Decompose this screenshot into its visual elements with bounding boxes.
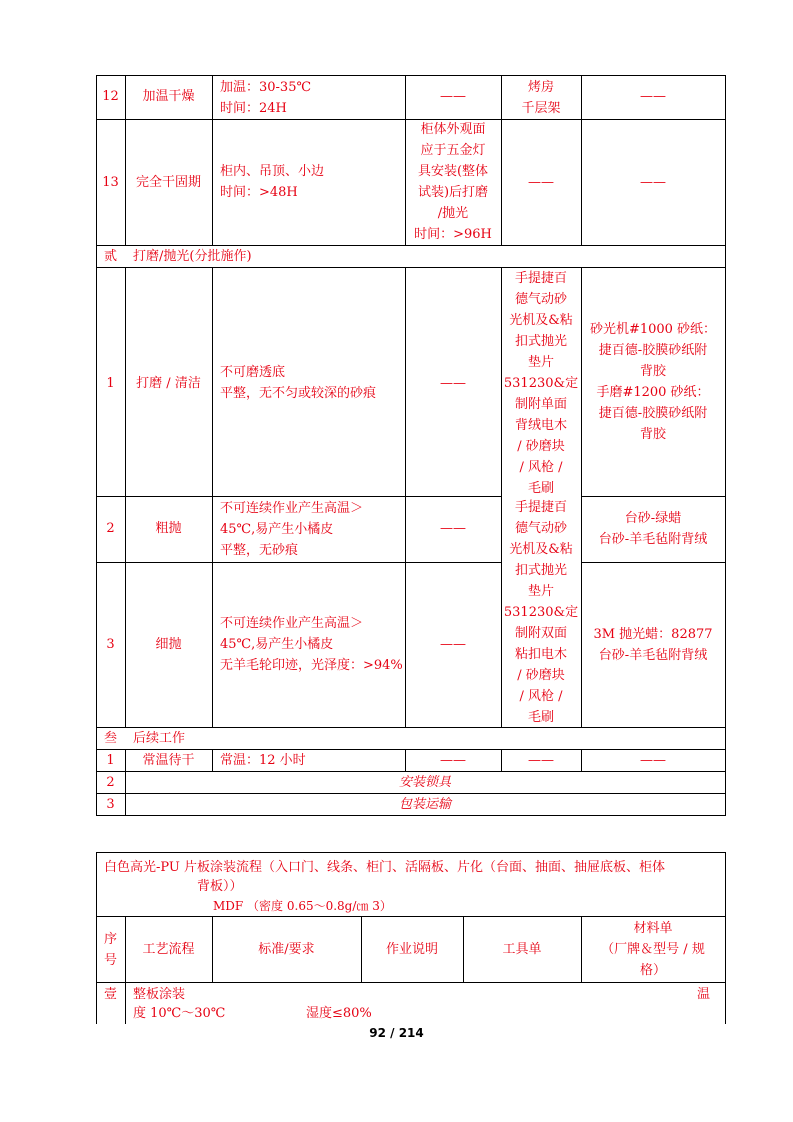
row-s1-no: 1 <box>106 753 115 768</box>
rows23-tool-line: 毛刷 <box>527 710 554 725</box>
row12-std-line: 加温：30-35℃ <box>220 80 312 95</box>
t2-section1-temp-right: 温 <box>697 987 711 1002</box>
row1-tool-line: / 风枪 / <box>519 460 563 475</box>
section2-no: 贰 <box>103 249 117 264</box>
t2-section1-title: 整板涂装 <box>133 987 186 1002</box>
row2-std-line: 平整，无砂痕 <box>220 543 299 558</box>
t2-section1-humidity: 湿度≤80% <box>306 1006 372 1021</box>
row1-mat-line: 背胶 <box>639 364 666 379</box>
row1-tool-line: 背绒电木 <box>514 418 567 433</box>
row1-std-line: 平整，无不匀或较深的砂痕 <box>220 386 377 401</box>
row2-mat-line: 台砂-羊毛毡附背绒 <box>598 532 708 547</box>
rows23-tool-line: 垫片 <box>527 584 554 599</box>
row3-mat-line: 台砂-羊毛毡附背绒 <box>598 648 708 663</box>
row13-mat: —— <box>640 175 666 190</box>
header-mat-line: （厂牌＆型号 / 规 <box>601 942 705 957</box>
row2-std-line: 45℃,易产生小橘皮 <box>220 522 334 537</box>
rows23-tool-line: 光机及&粘 <box>509 542 573 557</box>
row1-tool-line: 制附单面 <box>514 397 567 412</box>
row1-tool-line: 德气动砂 <box>514 292 567 307</box>
row2-std <box>220 498 363 561</box>
header-op: 作业说明 <box>385 942 438 957</box>
row-s1-std: 常温：12 小时 <box>220 753 306 768</box>
row-s2-no: 2 <box>106 775 115 790</box>
header-no-line: 序 <box>103 932 117 947</box>
row13-op-line: /抛光 <box>437 206 469 221</box>
row1-tool-line: 531230&定 <box>503 376 579 391</box>
row2-mat-line: 台砂-绿蜡 <box>624 511 682 526</box>
rows23-tool-line: 531230&定 <box>503 605 579 620</box>
rows23-tool <box>501 497 581 728</box>
row-s1-tool: —— <box>528 753 554 768</box>
row1-mat <box>581 319 725 445</box>
row13-op-line: 柜体外观面 <box>420 122 486 137</box>
row13-std <box>220 161 324 203</box>
row-s1-step: 常温待干 <box>142 753 195 768</box>
header-std: 标准/要求 <box>258 942 315 957</box>
row13-tool: —— <box>528 175 554 190</box>
row1-tool-line: 毛刷 <box>527 481 554 496</box>
row1-tool-line: 光机及&粘 <box>509 313 573 328</box>
row3-no: 3 <box>106 637 115 652</box>
row1-mat-line: 捷百德-胶膜砂纸附 <box>598 406 708 421</box>
row1-tool <box>501 268 581 499</box>
header-no <box>96 929 125 971</box>
rows23-tool-line: 粘扣电木 <box>514 647 567 662</box>
row13-op-line: 具安装(整体 <box>417 164 489 179</box>
row13-std-line: 时间：>48H <box>220 185 298 200</box>
row-s1-mat: —— <box>640 753 666 768</box>
row3-mat-line: 3M 抛光蜡：82877 <box>593 627 713 642</box>
row1-op: —— <box>440 376 466 391</box>
header-tool: 工具单 <box>502 942 542 957</box>
row13-std-line: 柜内、吊顶、小边 <box>220 164 325 179</box>
rows23-tool-line: 制附双面 <box>514 626 567 641</box>
row13-no: 13 <box>102 175 119 190</box>
row1-mat-line: 砂光机#1000 砂纸： <box>589 322 717 337</box>
row-s1-op: —— <box>440 753 466 768</box>
page-number: 92 / 214 <box>369 1026 424 1040</box>
row13-op-line: 时间：>96H <box>414 227 492 242</box>
header-no-line: 号 <box>103 953 117 968</box>
row1-no: 1 <box>106 376 115 391</box>
header-step: 工艺流程 <box>142 942 195 957</box>
section3-no: 叁 <box>103 731 117 746</box>
row12-std-line: 时间：24H <box>220 101 287 116</box>
row1-mat-line: 手磨#1200 砂纸： <box>596 385 710 400</box>
row12-tool <box>501 77 581 119</box>
row1-mat-line: 捷百德-胶膜砂纸附 <box>598 343 708 358</box>
rows23-tool-line: / 风枪 / <box>519 689 563 704</box>
t2-section1-temp-line: 度 10℃～30℃ <box>133 1006 226 1021</box>
row3-step: 细抛 <box>155 637 182 652</box>
row-s2-text: 安装锁具 <box>398 775 451 790</box>
row3-std-line: 45℃,易产生小橘皮 <box>220 637 334 652</box>
row1-std-line: 不可磨透底 <box>220 365 286 380</box>
row2-std-line: 不可连续作业产生高温＞ <box>220 501 364 516</box>
row13-op-line: 试装)后打磨 <box>417 185 489 200</box>
row12-step: 加温干燥 <box>142 89 195 104</box>
row13-step: 完全干固期 <box>135 175 201 190</box>
row2-mat <box>581 508 725 550</box>
row1-tool-line: 垫片 <box>527 355 554 370</box>
section3-title: 后续工作 <box>133 731 186 746</box>
row13-op <box>405 119 501 245</box>
row12-op: —— <box>440 89 466 104</box>
row12-no: 12 <box>102 89 119 104</box>
rows23-tool-line: 手提捷百 <box>514 500 567 515</box>
row2-op: —— <box>440 521 466 536</box>
row3-op: —— <box>440 637 466 652</box>
header-mat <box>581 918 725 981</box>
row1-tool-line: 手提捷百 <box>514 271 567 286</box>
t2-section1-no: 壹 <box>103 987 117 1002</box>
row12-std <box>220 77 311 119</box>
row2-no: 2 <box>106 521 115 536</box>
row3-std <box>220 613 403 676</box>
row12-tool-line: 烤房 <box>527 80 554 95</box>
row13-op-line: 应于五金灯 <box>420 143 486 158</box>
row3-mat <box>581 624 725 666</box>
table2-title-line3: MDF （密度 0.65～0.8g/㎝ 3） <box>213 899 392 913</box>
rows23-tool-line: 扣式抛光 <box>514 563 567 578</box>
row1-tool-line: 扣式抛光 <box>514 334 567 349</box>
table2-title-line1: 白色高光-PU 片板涂装流程（入口门、线条、柜门、活隔板、片化（台面、抽面、抽屉底板、柜体 <box>104 860 666 875</box>
row3-std-line: 不可连续作业产生高温＞ <box>220 616 364 631</box>
row1-tool-line: / 砂磨块 <box>517 439 565 454</box>
row-s3-text: 包装运输 <box>398 797 451 812</box>
table2-title-line2: 背板）） <box>197 879 243 894</box>
row3-std-line: 无羊毛轮印迹，光泽度：>94% <box>220 658 403 673</box>
rows23-tool-line: 德气动砂 <box>514 521 567 536</box>
row1-mat-line: 背胶 <box>639 427 666 442</box>
header-mat-line: 格） <box>639 963 666 978</box>
row1-step: 打磨 / 清洁 <box>136 376 201 391</box>
row12-tool-line: 千层架 <box>521 101 561 116</box>
section2-title: 打磨/抛光(分批施作) <box>133 249 252 264</box>
row12-mat: —— <box>640 89 666 104</box>
row-s3-no: 3 <box>106 797 115 812</box>
row1-std <box>220 362 376 404</box>
header-mat-line: 材料单 <box>633 921 673 936</box>
rows23-tool-line: / 砂磨块 <box>517 668 565 683</box>
row2-step: 粗抛 <box>155 521 182 536</box>
